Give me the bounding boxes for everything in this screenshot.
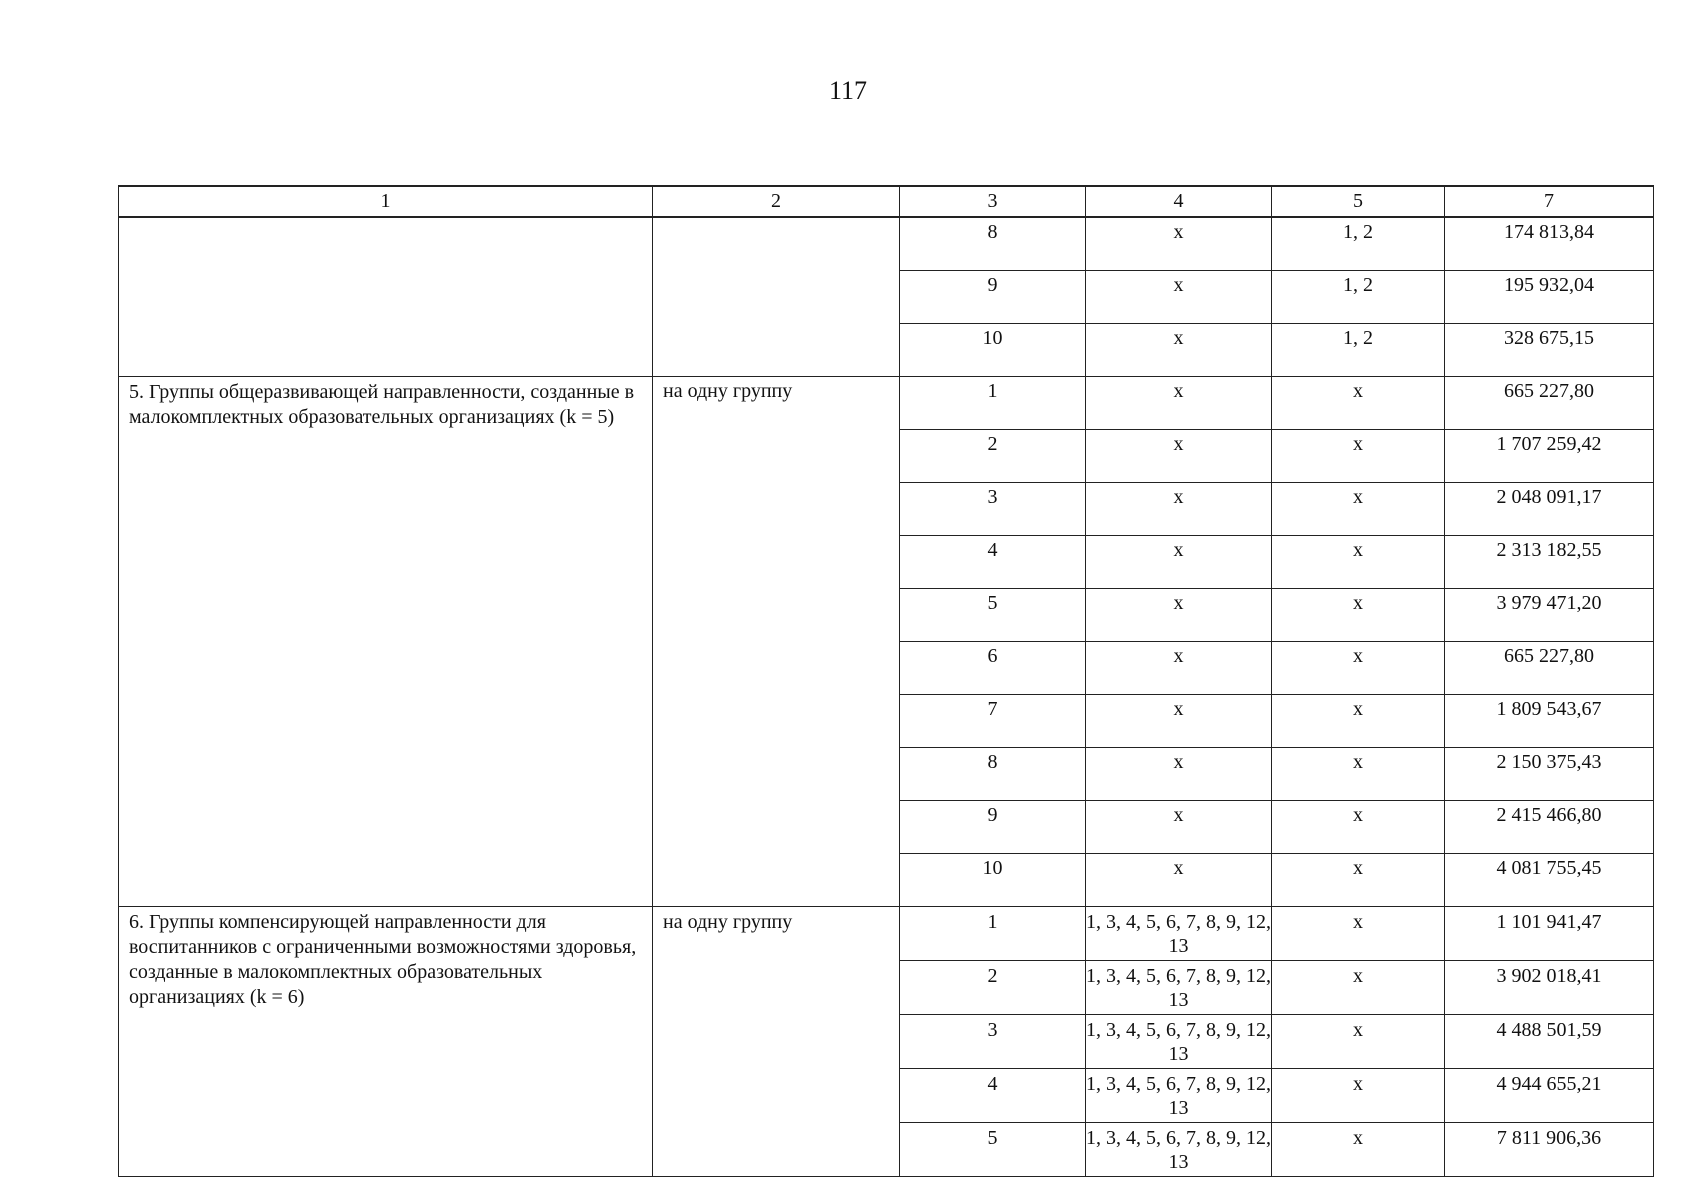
- cell-c4: 1, 3, 4, 5, 6, 7, 8, 9, 12, 13: [1086, 1015, 1272, 1069]
- table-row: [119, 217, 1654, 271]
- cell-c5: x: [1272, 854, 1445, 907]
- cell-c5: 1, 2: [1272, 271, 1445, 324]
- cell-c4: x: [1086, 430, 1272, 483]
- cell-c4: x: [1086, 801, 1272, 854]
- cell-c3: 3: [900, 1015, 1086, 1069]
- cell-c4: 1, 3, 4, 5, 6, 7, 8, 9, 12, 13: [1086, 1123, 1272, 1177]
- cell-c5: x: [1272, 642, 1445, 695]
- group-unit: на одну группу: [653, 377, 900, 907]
- group-description: 5. Группы общеразвивающей направленности, созданные в малокомплектных образовательных организациях (k = 5): [119, 377, 653, 907]
- cell-c4: x: [1086, 642, 1272, 695]
- cell-c4: x: [1086, 748, 1272, 801]
- column-header: 5: [1272, 186, 1445, 217]
- cell-c3: 10: [900, 854, 1086, 907]
- cell-c5: x: [1272, 695, 1445, 748]
- cell-c7: 1 101 941,47: [1445, 907, 1654, 961]
- table-row: [119, 377, 1654, 430]
- cell-c4: 1, 3, 4, 5, 6, 7, 8, 9, 12, 13: [1086, 907, 1272, 961]
- cell-c3: 8: [900, 217, 1086, 271]
- cell-c3: 5: [900, 1123, 1086, 1177]
- cell-c7: 195 932,04: [1445, 271, 1654, 324]
- cell-c5: x: [1272, 801, 1445, 854]
- cell-c4: 1, 3, 4, 5, 6, 7, 8, 9, 12, 13: [1086, 1069, 1272, 1123]
- cell-c7: 2 150 375,43: [1445, 748, 1654, 801]
- cell-c4: x: [1086, 854, 1272, 907]
- column-header: 4: [1086, 186, 1272, 217]
- cell-c3: 3: [900, 483, 1086, 536]
- cell-c3: 9: [900, 271, 1086, 324]
- cell-c3: 6: [900, 642, 1086, 695]
- cell-c7: 2 048 091,17: [1445, 483, 1654, 536]
- cell-c3: 4: [900, 536, 1086, 589]
- column-header: 7: [1445, 186, 1654, 217]
- cell-c4: x: [1086, 324, 1272, 377]
- cell-c5: x: [1272, 907, 1445, 961]
- cell-c3: 7: [900, 695, 1086, 748]
- cell-c5: x: [1272, 1123, 1445, 1177]
- cell-c5: x: [1272, 536, 1445, 589]
- cell-c7: 1 707 259,42: [1445, 430, 1654, 483]
- cell-c5: 1, 2: [1272, 217, 1445, 271]
- cell-c3: 5: [900, 589, 1086, 642]
- page-number: 117: [828, 76, 868, 105]
- cell-c7: 4 944 655,21: [1445, 1069, 1654, 1123]
- cell-c7: 328 675,15: [1445, 324, 1654, 377]
- cell-c4: x: [1086, 217, 1272, 271]
- cell-c7: 4 081 755,45: [1445, 854, 1654, 907]
- cell-c5: 1, 2: [1272, 324, 1445, 377]
- cell-c3: 8: [900, 748, 1086, 801]
- cell-c4: 1, 3, 4, 5, 6, 7, 8, 9, 12, 13: [1086, 961, 1272, 1015]
- cell-c5: x: [1272, 377, 1445, 430]
- cell-c7: 3 979 471,20: [1445, 589, 1654, 642]
- cell-c3: 2: [900, 430, 1086, 483]
- cell-c7: 665 227,80: [1445, 377, 1654, 430]
- group-unit: [653, 217, 900, 377]
- table-body: [119, 217, 1654, 1177]
- cell-c7: 3 902 018,41: [1445, 961, 1654, 1015]
- cell-c7: 174 813,84: [1445, 217, 1654, 271]
- cell-c4: x: [1086, 271, 1272, 324]
- group-description: [119, 217, 653, 377]
- cell-c5: x: [1272, 961, 1445, 1015]
- cell-c7: 2 313 182,55: [1445, 536, 1654, 589]
- cell-c3: 9: [900, 801, 1086, 854]
- cell-c7: 665 227,80: [1445, 642, 1654, 695]
- group-unit: на одну группу: [653, 907, 900, 1177]
- data-table: [118, 185, 1654, 1177]
- column-header: 3: [900, 186, 1086, 217]
- cell-c4: x: [1086, 695, 1272, 748]
- cell-c7: 1 809 543,67: [1445, 695, 1654, 748]
- cell-c4: x: [1086, 589, 1272, 642]
- cell-c3: 2: [900, 961, 1086, 1015]
- cell-c3: 4: [900, 1069, 1086, 1123]
- cell-c5: x: [1272, 483, 1445, 536]
- table-row: [119, 907, 1654, 961]
- column-header: 2: [653, 186, 900, 217]
- cell-c5: x: [1272, 1069, 1445, 1123]
- cell-c7: 7 811 906,36: [1445, 1123, 1654, 1177]
- cell-c4: x: [1086, 483, 1272, 536]
- cell-c3: 1: [900, 907, 1086, 961]
- cell-c7: 4 488 501,59: [1445, 1015, 1654, 1069]
- cell-c5: x: [1272, 1015, 1445, 1069]
- cell-c7: 2 415 466,80: [1445, 801, 1654, 854]
- cell-c3: 1: [900, 377, 1086, 430]
- cell-c4: x: [1086, 377, 1272, 430]
- group-description: 6. Группы компенсирующей направленности для воспитанников с ограниченными возможностями здоровья, созданные в малокомплектных образовательных организациях (k = 6): [119, 907, 653, 1177]
- header-row: [119, 186, 1654, 217]
- cell-c4: x: [1086, 536, 1272, 589]
- column-header: 1: [119, 186, 653, 217]
- cell-c3: 10: [900, 324, 1086, 377]
- cell-c5: x: [1272, 589, 1445, 642]
- cell-c5: x: [1272, 748, 1445, 801]
- cell-c5: x: [1272, 430, 1445, 483]
